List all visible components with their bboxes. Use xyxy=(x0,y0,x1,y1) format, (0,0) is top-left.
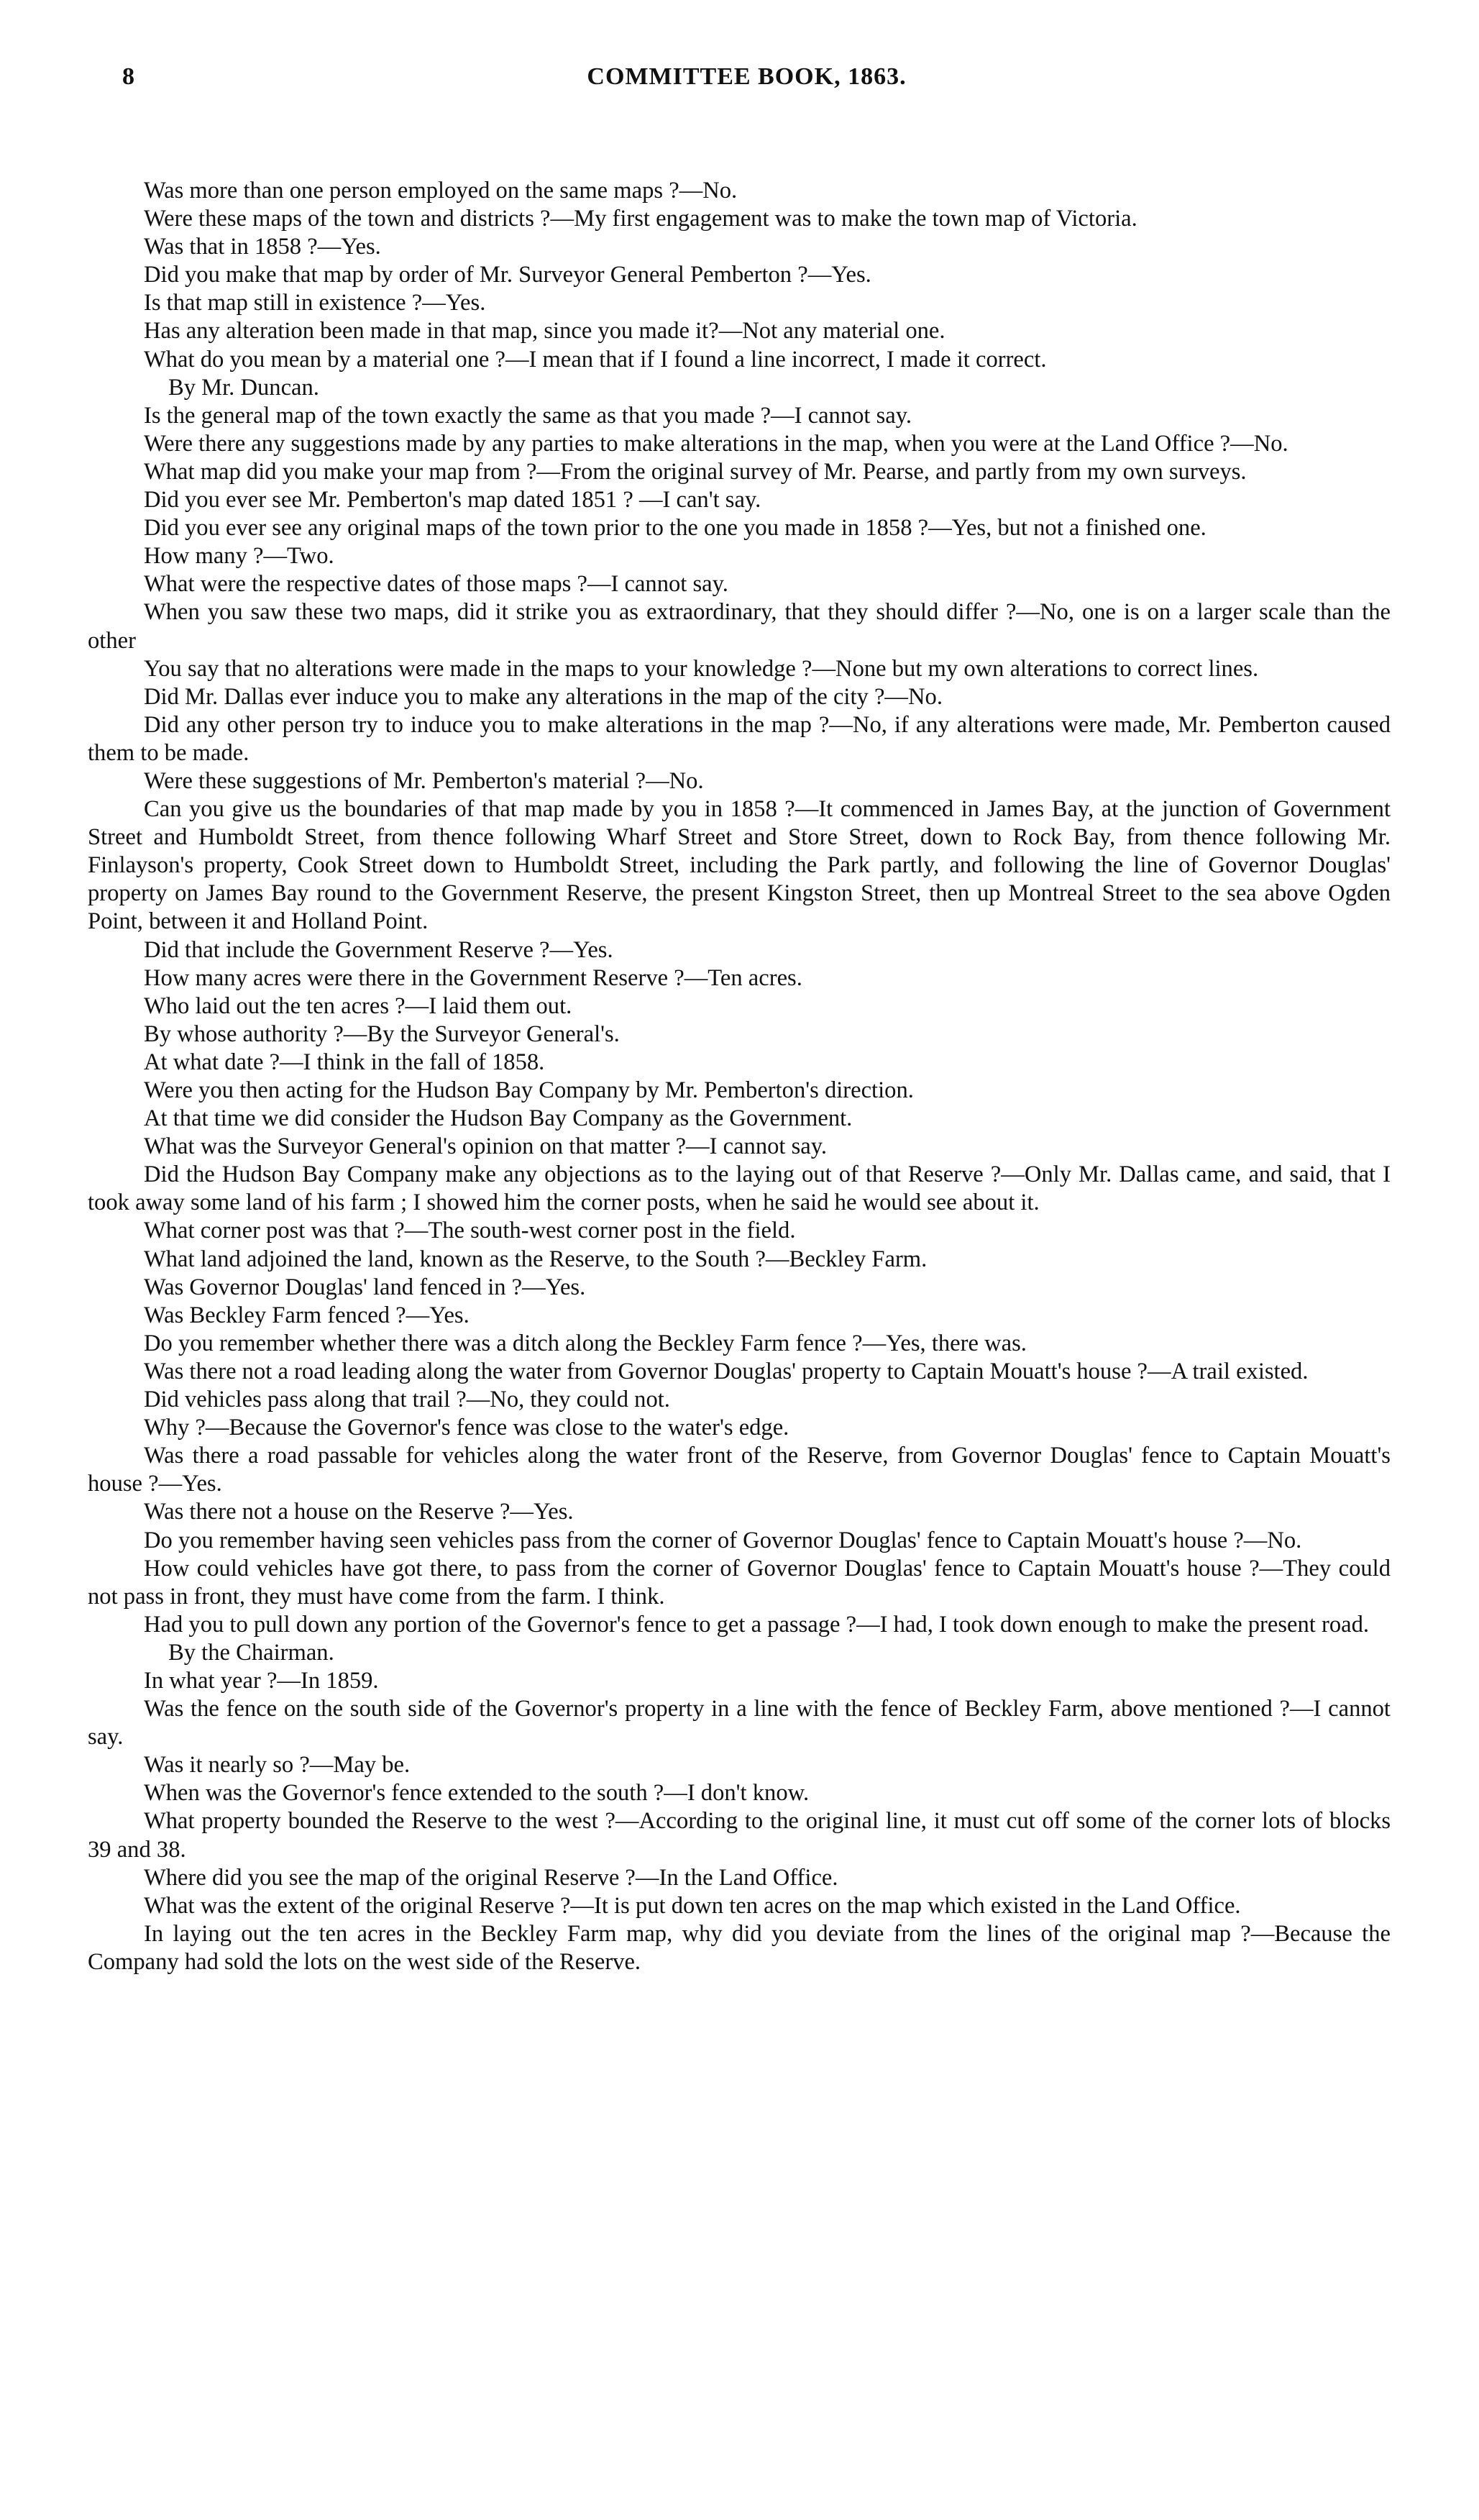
testimony-paragraph: Had you to pull down any portion of the Governor's fence to get a passage ?—I had, I took down enough to make the present road. xyxy=(144,1611,1370,1638)
testimony-paragraph: Was the fence on the south side of the Governor's property in a line with the fence of Beckley Farm, above mentioned ?—I cannot say. xyxy=(88,1696,1391,1750)
testimony-paragraph: In what year ?—In 1859. xyxy=(144,1667,379,1694)
testimony-paragraph: Were you then acting for the Hudson Bay Company by Mr. Pemberton's direction. xyxy=(144,1077,914,1103)
testimony-paragraph: Was there not a road leading along the water from Governor Douglas' property to Captain Mouatt's house ?—A trail existed. xyxy=(144,1358,1309,1384)
testimony-paragraph: What property bounded the Reserve to the west ?—According to the original line, it must cut off some of the corner lots of blocks 39 and 38. xyxy=(88,1808,1391,1863)
testimony-paragraph: Did Mr. Dallas ever induce you to make any alterations in the map of the city ?—No. xyxy=(144,683,943,710)
testimony-paragraph: What was the Surveyor General's opinion on that matter ?—I cannot say. xyxy=(144,1133,828,1160)
testimony-paragraph: Was Governor Douglas' land fenced in ?—Yes. xyxy=(144,1274,586,1300)
testimony-paragraph: What were the respective dates of those maps ?—I cannot say. xyxy=(144,571,728,598)
testimony-paragraph: Was more than one person employed on the same maps ?—No. xyxy=(144,178,738,204)
testimony-paragraph: By whose authority ?—By the Surveyor General's. xyxy=(144,1021,620,1047)
testimony-paragraph: How could vehicles have got there, to pass from the corner of Governor Douglas' fence to Captain Mouatt's house ?—They could not pass in front, they must have come from the farm. I think. xyxy=(88,1555,1391,1610)
testimony-paragraph: Do you remember whether there was a ditch along the Beckley Farm fence ?—Yes, there was. xyxy=(144,1330,1027,1356)
page-header xyxy=(101,63,1393,106)
testimony-paragraph: What corner post was that ?—The south-west corner post in the field. xyxy=(144,1218,796,1244)
testimony-paragraph: Was Beckley Farm fenced ?—Yes. xyxy=(144,1302,470,1328)
testimony-paragraph: At that time we did consider the Hudson Bay Company as the Government. xyxy=(144,1105,853,1132)
testimony-paragraph: Was it nearly so ?—May be. xyxy=(144,1752,411,1779)
testimony-paragraph: Was that in 1858 ?—Yes. xyxy=(144,234,381,260)
testimony-text xyxy=(88,177,1391,1976)
testimony-paragraph: When was the Governor's fence extended to the south ?—I don't know. xyxy=(144,1780,810,1807)
testimony-paragraph: Did any other person try to induce you to make alterations in the map ?—No, if any alterations were made, Mr. Pemberton caused them to be made. xyxy=(88,711,1391,766)
testimony-paragraph: Did vehicles pass along that trail ?—No, they could not. xyxy=(144,1387,670,1413)
testimony-paragraph: Who laid out the ten acres ?—I laid them out. xyxy=(144,992,572,1019)
testimony-paragraph: Was there not a house on the Reserve ?—Yes. xyxy=(144,1499,574,1525)
testimony-paragraph: Is the general map of the town exactly the same as that you made ?—I cannot say. xyxy=(144,402,912,429)
testimony-paragraph: Did you ever see any original maps of the town prior to the one you made in 1858 ?—Yes, but not a finished one. xyxy=(144,515,1206,542)
testimony-paragraph: How many acres were there in the Government Reserve ?—Ten acres. xyxy=(144,964,802,991)
examiner-heading: By the Chairman. xyxy=(168,1639,334,1666)
testimony-paragraph: How many ?—Two. xyxy=(144,543,334,570)
page-number: 8 xyxy=(122,63,134,90)
testimony-paragraph: You say that no alterations were made in the maps to your knowledge ?—None but my own alterations to correct lines. xyxy=(144,655,1259,682)
testimony-paragraph: Has any alteration been made in that map, since you made it?—Not any material one. xyxy=(144,318,945,344)
testimony-paragraph: Did you ever see Mr. Pemberton's map dated 1851 ? —I can't say. xyxy=(144,487,761,513)
testimony-paragraph: Did that include the Government Reserve ?—Yes. xyxy=(144,936,613,963)
testimony-paragraph: Do you remember having seen vehicles pass from the corner of Governor Douglas' fence to Captain Mouatt's house ?—No. xyxy=(144,1527,1302,1553)
testimony-paragraph: Where did you see the map of the original Reserve ?—In the Land Office. xyxy=(144,1864,838,1891)
testimony-paragraph: When you saw these two maps, did it strike you as extraordinary, that they should differ ?—No, one is on a larger scale than the other xyxy=(88,599,1391,654)
testimony-paragraph: What do you mean by a material one ?—I mean that if I found a line incorrect, I made it correct. xyxy=(144,346,1047,373)
testimony-paragraph: What was the extent of the original Reserve ?—It is put down ten acres on the map which existed in the Land Office. xyxy=(144,1892,1241,1919)
testimony-paragraph: Was there a road passable for vehicles along the water front of the Reserve, from Governor Douglas' fence to Captain Mouatt's house ?—Yes. xyxy=(88,1443,1391,1497)
testimony-paragraph: Did you make that map by order of Mr. Surveyor General Pemberton ?—Yes. xyxy=(144,262,871,288)
testimony-paragraph: Were there any suggestions made by any parties to make alterations in the map, when you were at the Land Office ?—No. xyxy=(144,430,1288,457)
testimony-paragraph: At what date ?—I think in the fall of 1858. xyxy=(144,1049,545,1075)
running-title: COMMITTEE BOOK, 1863. xyxy=(587,63,907,90)
testimony-paragraph: Were these maps of the town and districts ?—My first engagement was to make the town map of Victoria. xyxy=(144,206,1137,232)
testimony-paragraph: Can you give us the boundaries of that map made by you in 1858 ?—It commenced in James Bay, at the junction of Government Street and Humboldt Street, from thence following Wharf Street and Store Street, down to Rock Bay, from thence following Mr. Finlayson's property, Cook Street down to Humboldt Street, including the Park partly, and following the line of Governor Douglas' property on James Bay round to the Government Reserve, the present Kingston Street, then up Montreal Street to the sea above Ogden Point, between it and Holland Point. xyxy=(88,796,1391,935)
testimony-paragraph: Is that map still in existence ?—Yes. xyxy=(144,290,486,316)
testimony-paragraph: In laying out the ten acres in the Beckley Farm map, why did you deviate from the lines of the original map ?—Because the Company had sold the lots on the west side of the Reserve. xyxy=(88,1920,1391,1975)
testimony-paragraph: Did the Hudson Bay Company make any objections as to the laying out of that Reserve ?—Only Mr. Dallas came, and said, that I took away some land of his farm ; I showed him the corner posts, when he said he would see about it. xyxy=(88,1161,1391,1216)
examiner-heading: By Mr. Duncan. xyxy=(168,374,319,401)
testimony-paragraph: Were these suggestions of Mr. Pemberton's material ?—No. xyxy=(144,767,704,794)
testimony-paragraph: What land adjoined the land, known as the Reserve, to the South ?—Beckley Farm. xyxy=(144,1246,928,1272)
testimony-paragraph: Why ?—Because the Governor's fence was close to the water's edge. xyxy=(144,1415,789,1441)
testimony-paragraph: What map did you make your map from ?—From the original survey of Mr. Pearse, and partly from my own surveys. xyxy=(144,458,1247,485)
